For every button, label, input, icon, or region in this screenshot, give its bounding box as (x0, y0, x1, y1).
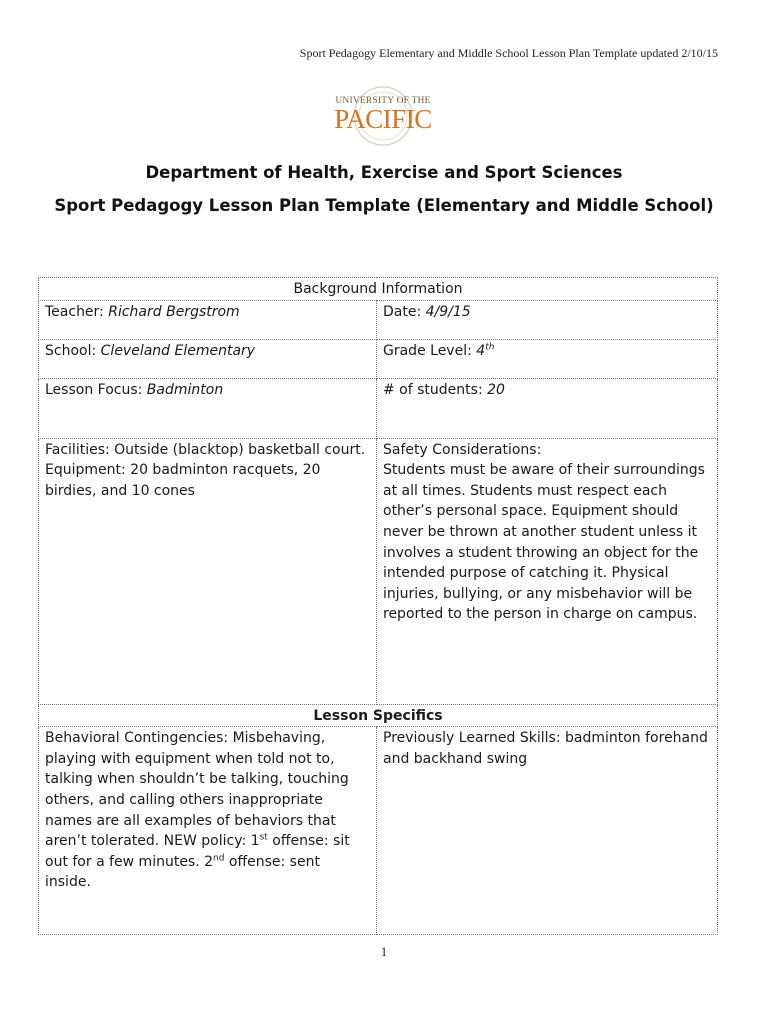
logo-pacific-text: PACIFIC (334, 104, 432, 134)
safety-cell (377, 438, 718, 704)
date-cell (377, 300, 718, 339)
school-value: Cleveland Elementary (100, 342, 256, 359)
background-heading: Background Information (39, 278, 718, 301)
students-label: # of students: (383, 381, 488, 398)
template-title: Sport Pedagogy Lesson Plan Template (Elementary and Middle School) (54, 196, 714, 215)
focus-label: Lesson Focus: (45, 381, 147, 398)
behavior-text: Behavioral Contingencies: Misbehaving, playing with equipment when told not to, talking when shouldn’t be talking, touching others, and calling others inappropriate names are all examples of behaviors that aren’t tolerated. NEW policy: 1 (45, 730, 349, 850)
grade-value: 4 (476, 342, 486, 359)
teacher-value: Richard Bergstrom (108, 303, 240, 320)
grade-suffix: th (485, 341, 495, 352)
specifics-heading: Lesson Specifics (39, 704, 718, 727)
school-label: School: (45, 342, 101, 359)
logo-university-text: UNIVERSITY OF THE (335, 96, 431, 106)
students-value: 20 (487, 381, 505, 398)
facilities-cell (39, 438, 377, 704)
date-label: Date: (383, 303, 426, 320)
school-cell (39, 339, 377, 378)
teacher-cell (39, 300, 377, 339)
date-value: 4/9/15 (425, 303, 471, 320)
teacher-label: Teacher: (45, 303, 109, 320)
behavior-cell (39, 727, 377, 935)
university-logo (330, 82, 436, 146)
table-row (39, 438, 718, 704)
facilities-text: Facilities: Outside (blacktop) basketball court. (45, 441, 366, 458)
grade-cell (377, 339, 718, 378)
safety-label: Safety Considerations: (383, 441, 542, 458)
behavior-sup-first: st (259, 832, 268, 843)
background-heading-row (39, 278, 718, 301)
running-header: Sport Pedagogy Elementary and Middle School Lesson Plan Template updated 2/10/15 (299, 46, 718, 60)
focus-cell (39, 378, 377, 438)
students-cell (377, 378, 718, 438)
focus-value: Badminton (146, 381, 224, 398)
specifics-heading-row (39, 704, 718, 727)
page-number: 1 (380, 944, 388, 959)
behavior-sup-second: nd (213, 853, 225, 864)
prev-skills-text: Previously Learned Skills: badminton forehand and backhand swing (383, 730, 708, 767)
equipment-text: Equipment: 20 badminton racquets, 20 birdies, and 10 cones (45, 462, 321, 499)
safety-text: Students must be aware of their surroundings at all times. Students must respect each other’s personal space. Equipment should never be thrown at another student unless it involves a student throwing an object for the intended purpose of catching it. Physical injuries, bullying, or any misbehavior will be reported to the person in charge on campus. (383, 462, 705, 623)
behavior-middle: offense: sit out for a few minutes. 2 (45, 833, 350, 870)
department-title: Department of Health, Exercise and Sport Sciences (145, 163, 623, 182)
table-row (39, 727, 718, 935)
table-row (39, 300, 718, 339)
table-row (39, 339, 718, 378)
behavior-end: offense: sent inside. (45, 853, 320, 891)
grade-label: Grade Level: (383, 342, 477, 359)
lesson-plan-table (38, 277, 718, 935)
table-row (39, 378, 718, 438)
prev-skills-cell (377, 727, 718, 935)
